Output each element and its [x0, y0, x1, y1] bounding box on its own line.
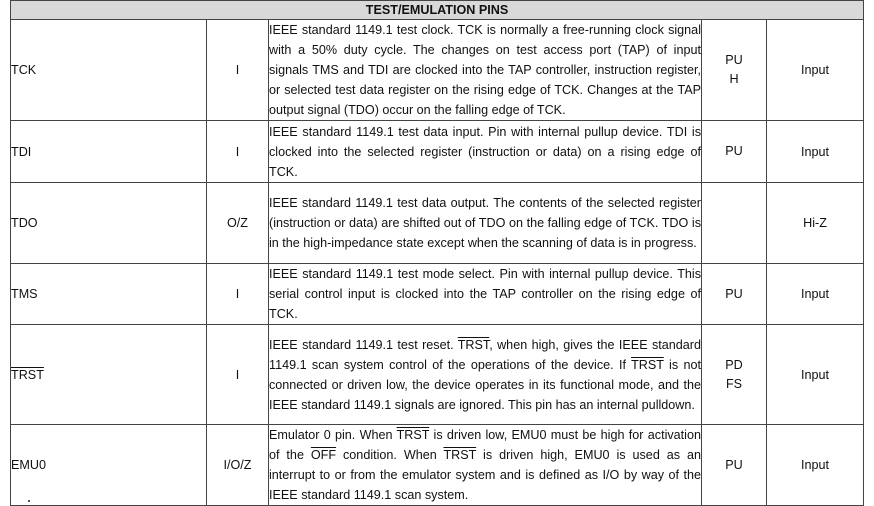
pin-reset-state: Input — [767, 425, 864, 506]
table-row-tck — [11, 20, 864, 121]
desc-text: is not connected or driven low, the device operates in its functional mode, and the IEEE standard 1149.1 signals are ignored. This pin has an internal pulldown. — [269, 357, 701, 412]
desc-text: is driven low, EMU0 must be high for activation of the — [269, 428, 701, 462]
pin-name: EMU0 — [11, 425, 207, 506]
pin-type: I — [207, 264, 269, 325]
pin-pull — [702, 183, 767, 264]
pin-name-text: TRST — [11, 367, 44, 382]
pin-reset-state: Input — [767, 20, 864, 121]
desc-signal: $\overline{OFF}$ — [310, 448, 337, 462]
table-row-tms — [11, 264, 864, 325]
pin-pull — [702, 325, 767, 425]
pin-pull — [702, 121, 767, 183]
page-mark — [28, 500, 30, 502]
desc-signal: TRST — [457, 337, 490, 352]
pin-description: IEEE standard 1149.1 test data input. Pin with internal pullup device. TDI is clocked into the selected register (instruction or data) on a rising edge of TCK. — [269, 121, 702, 183]
pin-pull — [702, 425, 767, 506]
pin-name: TMS — [11, 264, 207, 325]
pin-name — [11, 325, 207, 425]
table-row-trst — [11, 325, 864, 425]
desc-text: Emulator 0 pin. When — [269, 428, 397, 442]
table-row-emu0 — [11, 425, 864, 506]
pin-reset-state: Input — [767, 264, 864, 325]
pin-description — [269, 325, 702, 425]
desc-signal: TRST — [396, 428, 430, 442]
pin-type: I — [207, 20, 269, 121]
pin-reset-state: Input — [767, 121, 864, 183]
table-title: TEST/EMULATION PINS — [11, 1, 864, 20]
pull-value: PD — [725, 357, 743, 372]
pin-pull — [702, 264, 767, 325]
table-row-tdi — [11, 121, 864, 183]
pull-value: FS — [725, 376, 743, 391]
pull-value: PU — [725, 457, 743, 472]
desc-text: , when high, gives the IEEE standard 1149.1 scan system control of the operations of the device. If — [269, 337, 701, 372]
pull-value: PU — [725, 286, 743, 301]
desc-text: IEEE standard 1149.1 test reset. — [269, 337, 458, 352]
pin-name: TDI — [11, 121, 207, 183]
pin-description: IEEE standard 1149.1 test data output. The contents of the selected register (instruction or data) are shifted out of TDO on the falling edge of TCK. TDO is in the high-impedance state except when the scanning of data is in progress. — [269, 183, 702, 264]
desc-signal: TRST — [443, 448, 477, 462]
pin-type: I — [207, 325, 269, 425]
pull-value: H — [729, 72, 739, 86]
pin-name: TDO — [11, 183, 207, 264]
pin-pull — [702, 20, 767, 121]
desc-text: condition. When — [336, 448, 444, 462]
pin-description — [269, 425, 702, 506]
table-row-tdo — [11, 183, 864, 264]
pin-description: IEEE standard 1149.1 test mode select. Pin with internal pullup device. This serial control input is clocked into the TAP controller on the rising edge of TCK. — [269, 264, 702, 325]
pin-type: O/Z — [207, 183, 269, 264]
pin-type: I/O/Z — [207, 425, 269, 506]
pull-value: PU — [725, 53, 743, 67]
test-emulation-pins-table — [10, 0, 864, 506]
desc-signal: TRST — [631, 357, 664, 372]
pin-reset-state: Input — [767, 325, 864, 425]
desc-text: is driven high, EMU0 is used as an interrupt to or from the emulator system and is defined as I/O by way of the IEEE standard 1149.1 scan system. — [269, 448, 701, 502]
table-title-row — [11, 1, 864, 20]
pull-value: PU — [725, 144, 743, 158]
pin-reset-state: Hi-Z — [767, 183, 864, 264]
pin-type: I — [207, 121, 269, 183]
pin-description: IEEE standard 1149.1 test clock. TCK is normally a free-running clock signal with a 50% duty cycle. The changes on test access port (TAP) of input signals TMS and TDI are clocked into the TAP controller, instruction register, or selected test data register on the rising edge of TCK. Changes at the TAP output signal (TDO) occur on the falling edge of TCK. — [269, 20, 702, 121]
pin-name: TCK — [11, 20, 207, 121]
